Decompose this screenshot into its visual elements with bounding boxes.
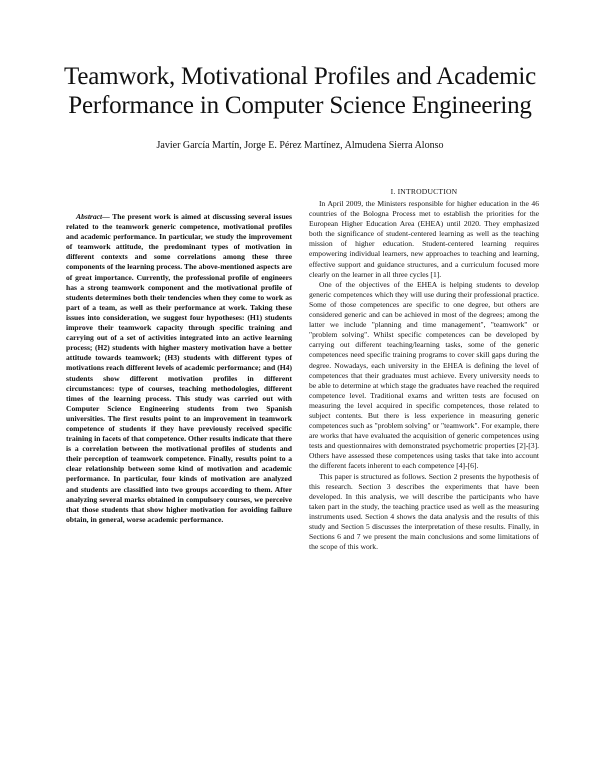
section-heading-introduction: I. INTRODUCTION xyxy=(390,187,458,196)
intro-paragraph-1: In April 2009, the Ministers responsible for higher education in the 46 countries of the Bologna Process met to establish the priorities for the European Higher Education Area (EHEA) until 2020. They emphasized both the significance of student-centered learning as well as the teaching mission of higher education. Student-centered learning requires empowering individual learners, new approaches to teaching and learning, effective support and guidance structures, and a curriculum focused more clearly on the learner in all three cycles [1]. xyxy=(309,199,539,279)
intro-paragraph-2: One of the objectives of the EHEA is helping students to develop generic competences which they will use during their professional practice. Some of those competences are specific to one degree, but others are considered generic and can be achieved in most of the degrees; among the latter we include "planning and time management", "teamwork" or "problem solving". Whilst specific competences can be developed by carrying out different teaching/learning tasks, some of the generic competences need specific training programs to cover skill gaps during the degree. Nowadays, each university in the EHEA is defining the level of competences that their graduates must achieve. Every university needs to be able to determine at which stage the graduates have reached the required competence level. Traditional exams and written tests are focused on measuring the level acquired in specific competences, those related to subject contents. But there is less experience in measuring generic competences such as "problem solving" or "teamwork". For example, there are works that have evaluated the acquisition of generic competences using tests and questionnaires with demonstrated psychometric properties [2]-[3]. Others have assessed these competences using tasks that take into account the different facets inherent to each competence [4]-[6]. xyxy=(309,279,539,471)
paper-title: Teamwork, Motivational Profiles and Academic Performance in Computer Science Engineering xyxy=(64,63,536,119)
paper-authors: Javier García Martín, Jorge E. Pérez Martínez, Almudena Sierra Alonso xyxy=(156,140,444,151)
abstract-column xyxy=(66,212,292,525)
intro-paragraph-3: This paper is structured as follows. Section 2 presents the hypothesis of this research. Section 3 describes the experiments that have been developed. In this analysis, we will describe the participants who have taken part in the study, the teaching practice used as well as the measuring instruments used. Section 4 shows the data analysis and the results of this study and Section 5 discusses the interpretation of these results. Finally, in Sections 6 and 7 we present the main conclusions and some limitations of the scope of this work. xyxy=(309,471,539,552)
introduction-column xyxy=(309,199,539,552)
abstract-text: — The present work is aimed at discussing several issues related to the teamwork generic competence, motivational profiles and academic performance. In particular, we study the improvement of teamwork attitude, the predominant types of motivation in different contexts and some correlations among these three components of the learning process. The above-mentioned aspects are of great importance. Currently, the professional profile of engineers has a strong teamwork component and the motivational profile of students determines both their tendencies when they come to work as part of a team, as well as their performance at work. Taking these issues into consideration, we suggest four hypotheses: (H1) students improve their teamwork capacity through specific training and carrying out of a set of activities integrated into an active learning process; (H2) students with higher mastery motivation have a better attitude towards teamwork; (H3) students with different types of motivations reach different levels of academic performance; and (H4) students show different motivation profiles in different circumstances: type of courses, teaching methodologies, different times of the learning process. This study was carried out with Computer Science Engineering students from two Spanish universities. The first results point to an improvement in teamwork competence of students if they have previously received specific training in facets of that competence. Other results indicate that there is a correlation between the motivational profiles of students and their perception of teamwork competence. Finally, results point to a clear relationship between some kind of motivation and academic performance. In particular, four kinds of motivation are analyzed and students are classified into two groups according to them. After analyzing several marks obtained in compulsory courses, we perceive that those students that show higher motivation for avoiding failure obtain, in general, worse academic performance. xyxy=(66,212,292,524)
abstract xyxy=(66,212,292,525)
abstract-label: Abstract xyxy=(76,212,103,221)
